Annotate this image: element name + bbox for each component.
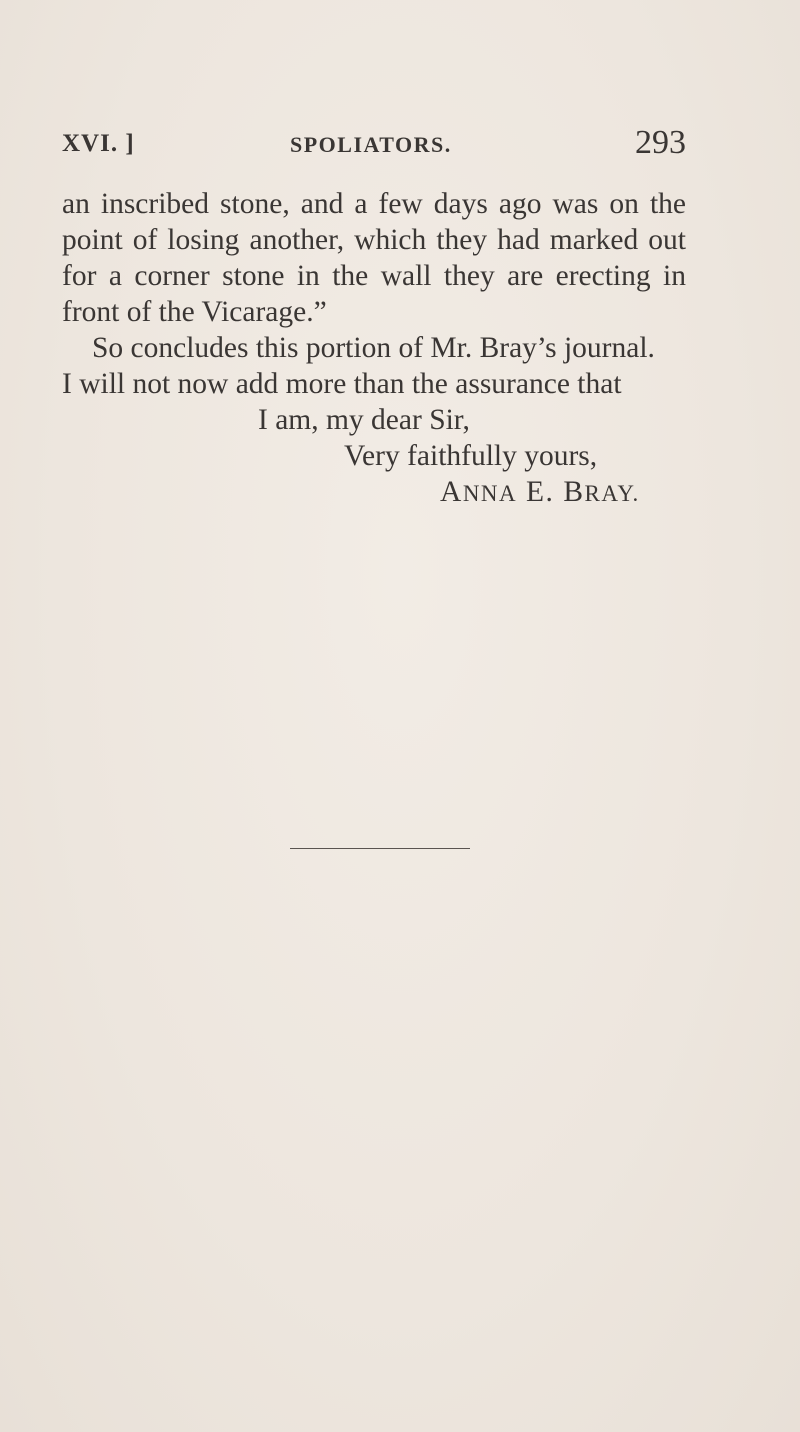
body-text [62,186,686,512]
signature-smallcaps: NNA [462,481,518,506]
signature-smallcaps: RAY. [584,481,640,506]
closing-valediction: Very faithfully yours, [344,440,598,472]
running-head [62,124,686,170]
text-line: I will not now add more than the assurance that [62,368,622,400]
closing-salutation: I am, my dear Sir, [258,404,470,436]
text-line: point of losing another, which they had marked out [62,224,686,256]
signature [62,474,686,512]
page-number: 293 [635,124,686,161]
text-line: front of the Vicarage.” [62,296,327,328]
text-line: So concludes this portion of Mr. Bray’s journal. [92,332,655,364]
text-line: an inscribed stone, and a few days ago was on the [62,188,686,220]
signature-initial: B [563,476,585,508]
section-divider [290,848,470,849]
signature-middle: E. [517,476,564,508]
text-line: for a corner stone in the wall they are erecting in [62,260,686,292]
chapter-number: XVI. ] [62,130,135,157]
running-title: SPOLIATORS. [290,132,452,157]
signature-initial: A [440,476,463,508]
